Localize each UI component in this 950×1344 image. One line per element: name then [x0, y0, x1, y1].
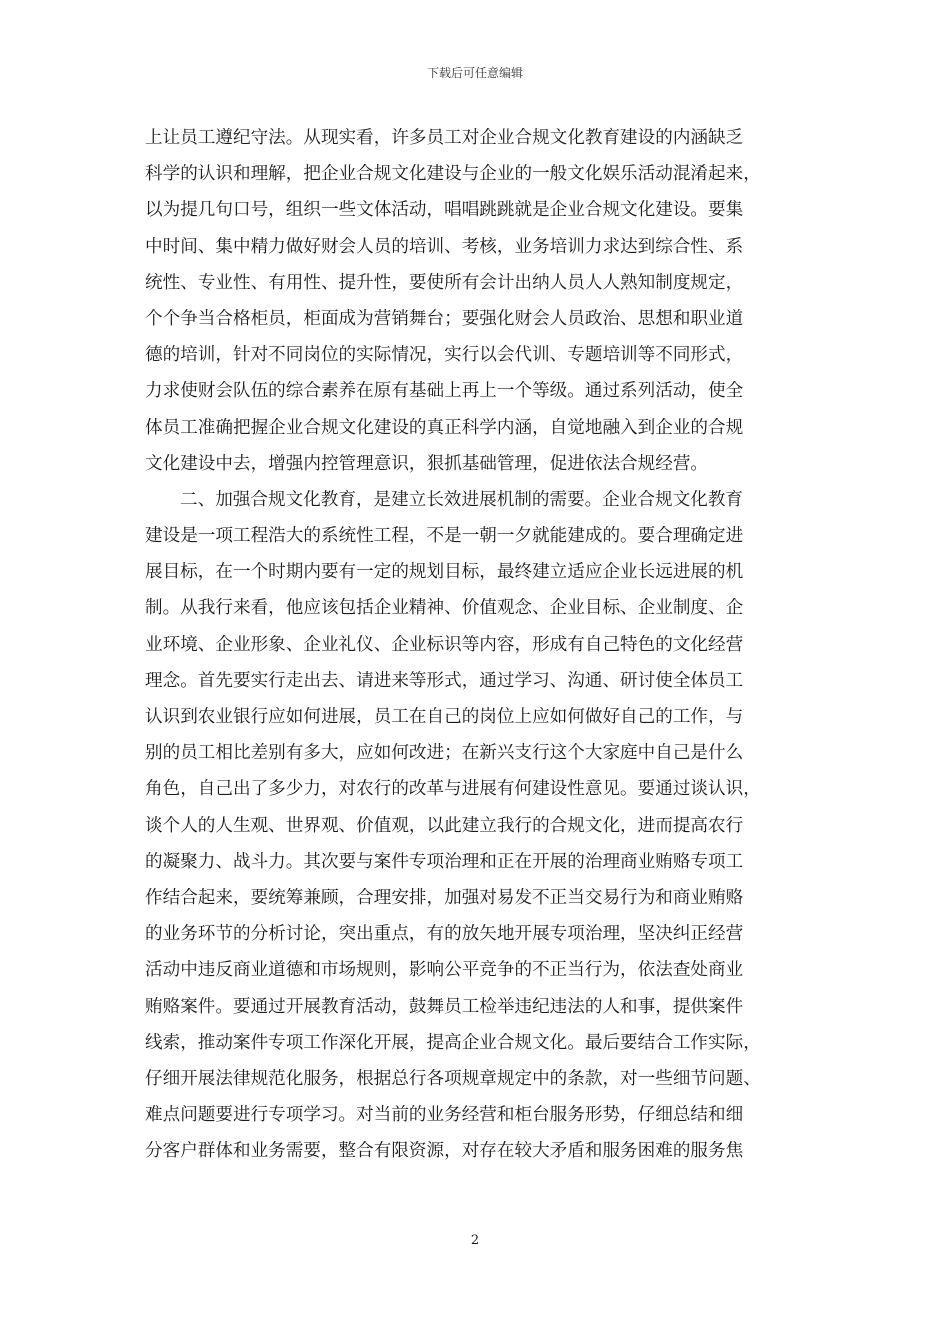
body-line: 别的员工相比差别有多大，应如何改进；在新兴支行这个大家庭中自己是什么	[145, 743, 744, 764]
paragraph-start-line: 二、加强合规文化教育，是建立长效进展机制的需要。企业合规文化教育	[180, 489, 744, 510]
body-line: 的凝聚力、战斗力。其次要与案件专项治理和正在开展的治理商业贿赂专项工	[145, 851, 744, 872]
body-line: 仔细开展法律规范化服务，根据总行各项规章规定中的条款，对一些细节问题、	[145, 1068, 761, 1089]
body-line: 中时间、集中精力做好财会人员的培训、考核，业务培训力求达到综合性、系	[145, 236, 744, 257]
body-line: 活动中违反商业道德和市场规则，影响公平竞争的不正当行为，依法查处商业	[145, 960, 744, 981]
body-line: 个个争当合格柜员，柜面成为营销舞台；要强化财会人员政治、思想和职业道	[145, 308, 744, 329]
body-line: 理念。首先要实行走出去、请进来等形式，通过学习、沟通、研讨使全体员工	[145, 670, 744, 691]
body-line: 的业务环节的分析讨论，突出重点，有的放矢地开展专项治理，坚决纠正经营	[145, 924, 744, 945]
body-line: 角色，自己出了多少力，对农行的改革与进展有何建设性意见。要通过谈认识，	[145, 779, 761, 800]
body-line: 力求使财会队伍的综合素养在原有基础上再上一个等级。通过系列活动，使全	[145, 381, 744, 402]
body-line: 文化建设中去，增强内控管理意识，狠抓基础管理，促进依法合规经营。	[145, 453, 709, 474]
body-line: 认识到农业银行应如何进展，员工在自己的岗位上应如何做好自己的工作，与	[145, 707, 744, 727]
body-line: 科学的认识和理解，把企业合规文化建设与企业的一般文化娱乐活动混淆起来，	[145, 164, 761, 185]
page-number: 2	[470, 1233, 480, 1248]
body-line: 贿赂案件。要通过开展教育活动，鼓舞员工检举违纪违法的人和事，提供案件	[145, 996, 744, 1017]
body-line: 展目标，在一个时期内要有一定的规划目标，最终建立适应企业长远进展的机	[145, 562, 744, 583]
body-line: 德的培训，针对不同岗位的实际情况，实行以会代训、专题培训等不同形式，	[145, 345, 744, 366]
body-line: 线索，推动案件专项工作深化开展，提高企业合规文化。最后要结合工作实际，	[145, 1032, 761, 1053]
body-line: 统性、专业性、有用性、提升性，要使所有会计出纳人员人人熟知制度规定，	[145, 272, 744, 293]
body-line: 难点问题要进行专项学习。对当前的业务经营和柜台服务形势，仔细总结和细	[145, 1105, 744, 1126]
body-line: 体员工准确把握企业合规文化建设的真正科学内涵，自觉地融入到企业的合规	[145, 417, 744, 438]
body-line: 以为提几句口号，组织一些文体活动，唱唱跳跳就是企业合规文化建设。要集	[145, 200, 744, 221]
body-line: 分客户群体和业务需要，整合有限资源，对存在较大矛盾和服务困难的服务焦	[145, 1141, 744, 1162]
body-line: 制。从我行来看，他应该包括企业精神、价值观念、企业目标、企业制度、企	[145, 598, 744, 619]
body-line: 上让员工遵纪守法。从现实看，许多员工对企业合规文化教育建设的内涵缺乏	[145, 128, 744, 148]
document-body	[145, 120, 805, 1169]
page-header-note: 下载后可任意编辑	[426, 66, 523, 80]
body-line: 作结合起来，要统筹兼顾，合理安排，加强对易发不正当交易行为和商业贿赂	[145, 887, 744, 908]
body-line: 业环境、企业形象、企业礼仪、企业标识等内容，形成有自己特色的文化经营	[145, 634, 744, 655]
body-line: 建设是一项工程浩大的系统性工程，不是一朝一夕就能建成的。要合理确定进	[145, 526, 744, 547]
body-line: 谈个人的人生观、世界观、价值观，以此建立我行的合规文化，进而提高农行	[145, 815, 744, 836]
